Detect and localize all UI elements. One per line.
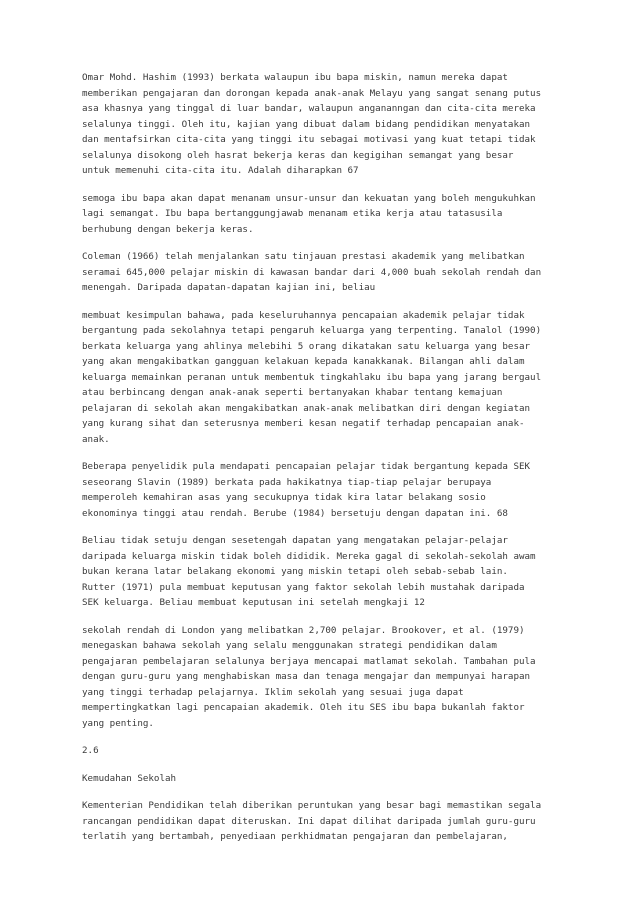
text-line: yang tinggi terhadap pelajarnya. Iklim sekolah yang sesuai juga dapat	[82, 686, 464, 698]
text-line: terlatih yang bertambah, penyediaan perkhidmatan pengajaran dan pembelajaran,	[82, 831, 508, 842]
text-line: Omar Mohd. Hashim (1993) berkata walaupun ibu bapa miskin, namun mereka dapat	[82, 72, 508, 83]
text-line: selalunya tinggi. Oleh itu, kajian yang dibuat dalam bidang pendidikan menyatakan	[82, 118, 531, 130]
text-line: ekonominya tinggi atau rendah. Berube (1984) bersetuju dengan dapatan ini. 68	[82, 507, 508, 519]
text-line: yang penting.	[82, 717, 154, 729]
text-line: atau berbincang dengan anak-anak seperti bertanyakan khabar tentang kemajuan	[82, 387, 503, 398]
text-line: menengah. Daripada dapatan-dapatan kajian ini, beliau	[82, 282, 376, 293]
paragraph-final	[82, 798, 582, 845]
paragraph-1	[82, 70, 582, 179]
text-line: rancangan pendidikan dapat diteruskan. Ini dapat dilihat daripada jumlah guru-guru	[82, 815, 536, 827]
text-line: sekolah rendah di London yang melibatkan 2,700 pelajar. Brookover, et al. (1979)	[82, 624, 525, 636]
text-line: mempertingkatkan lagi pencapaian akademik. Oleh itu SES ibu bapa bukanlah faktor	[82, 702, 525, 713]
text-line: dengan guru-guru yang menghabiskan masa dan tenaga mengajar dan mempunyai harapan	[82, 671, 531, 682]
text-line: pelajaran di sekolah akan mengakibatkan anak-anak melibatkan diri dengan kegiatan	[82, 402, 531, 414]
paragraph-5	[82, 459, 582, 521]
document-page	[82, 70, 582, 857]
text-line: selalunya disokong oleh hasrat bekerja keras dan kegigihan semangat yang besar	[82, 149, 514, 161]
paragraph-4	[82, 308, 582, 448]
text-line: semoga ibu bapa akan dapat menanam unsur-unsur dan kekuatan yang boleh mengukuhkan	[82, 192, 536, 204]
text-line: daripada keluarga miskin tidak boleh dididik. Mereka gagal di sekolah-sekolah awam	[82, 550, 536, 562]
text-line: yang akan mengakibatkan gangguan kelakuan kepada kanakkanak. Bilangan ahli dalam	[82, 356, 525, 367]
section-number: 2.6	[82, 745, 99, 756]
text-line: seramai 645,000 pelajar miskin di kawasan bandar dari 4,000 buah sekolah rendah dan	[82, 266, 542, 278]
text-line: keluarga memainkan peranan untuk membentuk tingkahlaku ibu bapa yang jarang bergaul	[82, 371, 542, 383]
text-line: memperoleh kemahiran asas yang secukupnya tidak kira latar belakang sosio	[82, 492, 486, 503]
text-line: menegaskan bahawa sekolah yang selalu menggunakan strategi pendidikan dalam	[82, 640, 497, 651]
paragraph-7	[82, 623, 582, 732]
text-line: untuk memenuhi cita-cita itu. Adalah diharapkan 67	[82, 165, 359, 176]
section-title: Kemudahan Sekolah	[82, 772, 177, 784]
text-line: Beliau tidak setuju dengan sesetengah dapatan yang mengatakan pelajar-pelajar	[82, 535, 508, 546]
paragraph-3	[82, 249, 582, 296]
text-line: lagi semangat. Ibu bapa bertanggungjawab menanam etika kerja atau tatasusila	[82, 208, 503, 219]
text-line: Rutter (1971) pula membuat keputusan yang faktor sekolah lebih mustahak daripada	[82, 581, 525, 593]
text-line: anak.	[82, 433, 110, 445]
text-line: asa khasnya yang tinggal di luar bandar, walaupun angananngan dan cita-cita mereka	[82, 103, 536, 114]
text-line: memberikan pengajaran dan dorongan kepada anak-anak Melayu yang sangat senang putus	[82, 87, 542, 99]
text-line: pengajaran pembelajaran selalunya berjaya mencapai matlamat sekolah. Tambahan pula	[82, 655, 536, 667]
text-line: berhubung dengan bekerja keras.	[82, 223, 254, 235]
text-line: Coleman (1966) telah menjalankan satu tinjauan prestasi akademik yang melibatkan	[82, 251, 525, 262]
text-line: yang kurang sihat dan seterusnya memberi kesan negatif terhadap pencapaian anak-	[82, 418, 525, 429]
text-line: seseorang Slavin (1989) berkata pada hakikatnya tiap-tiap pelajar berupaya	[82, 476, 492, 488]
text-line: membuat kesimpulan bahawa, pada keseluruhannya pencapaian akademik pelajar tidak	[82, 309, 525, 321]
text-line: Kementerian Pendidikan telah diberikan peruntukan yang besar bagi memastikan segala	[82, 800, 542, 811]
paragraph-6	[82, 533, 582, 611]
text-line: dan mentafsirkan cita-cita yang tinggi itu sebagai motivasi yang kuat tetapi tidak	[82, 134, 536, 145]
text-line: bergantung pada sekolahnya tetapi pengaruh keluarga yang terpenting. Tanalol (1990)	[82, 325, 542, 336]
text-line: bukan kerana latar belakang ekonomi yang miskin tetapi oleh sebab-sebab lain.	[82, 566, 508, 577]
paragraph-2	[82, 191, 582, 238]
text-line: SEK keluarga. Beliau membuat keputusan ini setelah mengkaji 12	[82, 597, 425, 608]
text-line: Beberapa penyelidik pula mendapati pencapaian pelajar tidak bergantung kepada SEK	[82, 461, 531, 472]
text-line: berkata keluarga yang ahlinya melebihi 5 orang dikatakan satu keluarga yang besar	[82, 340, 531, 352]
